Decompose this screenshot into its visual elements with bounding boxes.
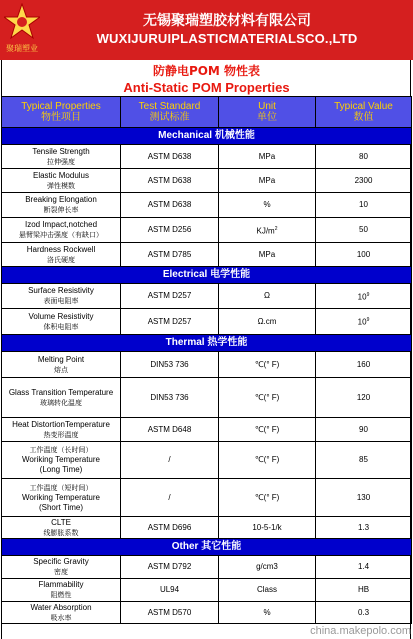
- col-header-unit: Unit 单位: [219, 97, 316, 128]
- table-row: Glass Transition Temperature 玻璃转化温度 DIN53 736 ℃(° F) 120: [2, 378, 412, 418]
- table-row: Tensile Strength 拉伸强度 ASTM D638 MPa 80: [2, 145, 412, 169]
- title-cn: 防静电POM 物性表: [152, 64, 261, 78]
- table-row: Hardness Rockwell 洛氏硬度 ASTM D785 MPa 100: [2, 243, 412, 267]
- table-row: Water Absorption 吸水率 ASTM D570 % 0.3: [2, 602, 412, 624]
- col-header-property: Typical Properties 物性项目: [2, 97, 121, 128]
- company-name-cn: 无锡聚瑞塑胶材料有限公司: [143, 13, 311, 29]
- table-row: 工作温度（长时间） Woriking Temperature (Long Time) / ℃(° F) 85: [2, 442, 412, 479]
- company-header: [0, 0, 413, 60]
- col-header-value: Typical Value 数值: [316, 97, 412, 128]
- table-row: Specific Gravity 密度 ASTM D792 g/cm3 1.4: [2, 556, 412, 579]
- section-other: Other 其它性能: [2, 539, 412, 556]
- table-row: Volume Resistivity 体积电阻率 ASTM D257 Ω.cm $10^9$: [2, 309, 412, 335]
- col-header-standard: Test Standard 测试标准: [121, 97, 219, 128]
- company-name-en: WUXIJURUIPLASTICMATERIALSCO.,LTD: [96, 31, 358, 46]
- table-row: Surface Resistivity 表面电阻率 ASTM D257 Ω $10^9$: [2, 284, 412, 309]
- table-row: CLTE 线膨胀系数 ASTM D696 10-5-1/k 1.3: [2, 517, 412, 539]
- table-row: Izod Impact,notched 悬臂梁冲击强度（有缺口） ASTM D256 $KJ/m^2$ 50: [2, 218, 412, 243]
- section-electrical: Electrical 电学性能: [2, 267, 412, 284]
- table-row: Flammability 阻燃性 UL94 Class HB: [2, 579, 412, 602]
- table-row: Elastic Modulus 弹性模数 ASTM D638 MPa 2300: [2, 169, 412, 193]
- logo-text: 聚瑞塑业: [6, 44, 38, 53]
- table-row: Breaking Elongation 断裂伸长率 ASTM D638 % 10: [2, 193, 412, 218]
- document-titles: [0, 62, 413, 96]
- table-row: 工作温度（短时间） Woriking Temperature (Short Time) / ℃(° F) 130: [2, 479, 412, 517]
- table-row: Heat DistortionTemperature 热变形温度 ASTM D648 ℃(° F) 90: [2, 418, 412, 442]
- properties-table: [1, 96, 412, 624]
- title-en: Anti-Static POM Properties: [123, 80, 290, 95]
- column-header-row: [2, 97, 412, 128]
- watermark: china.makepolo.com: [310, 625, 411, 637]
- table-row: Melting Point 熔点 DIN53 736 ℃(° F) 160: [2, 352, 412, 378]
- section-mechanical: Mechanical 机械性能: [2, 128, 412, 145]
- section-thermal: Thermal 热学性能: [2, 335, 412, 352]
